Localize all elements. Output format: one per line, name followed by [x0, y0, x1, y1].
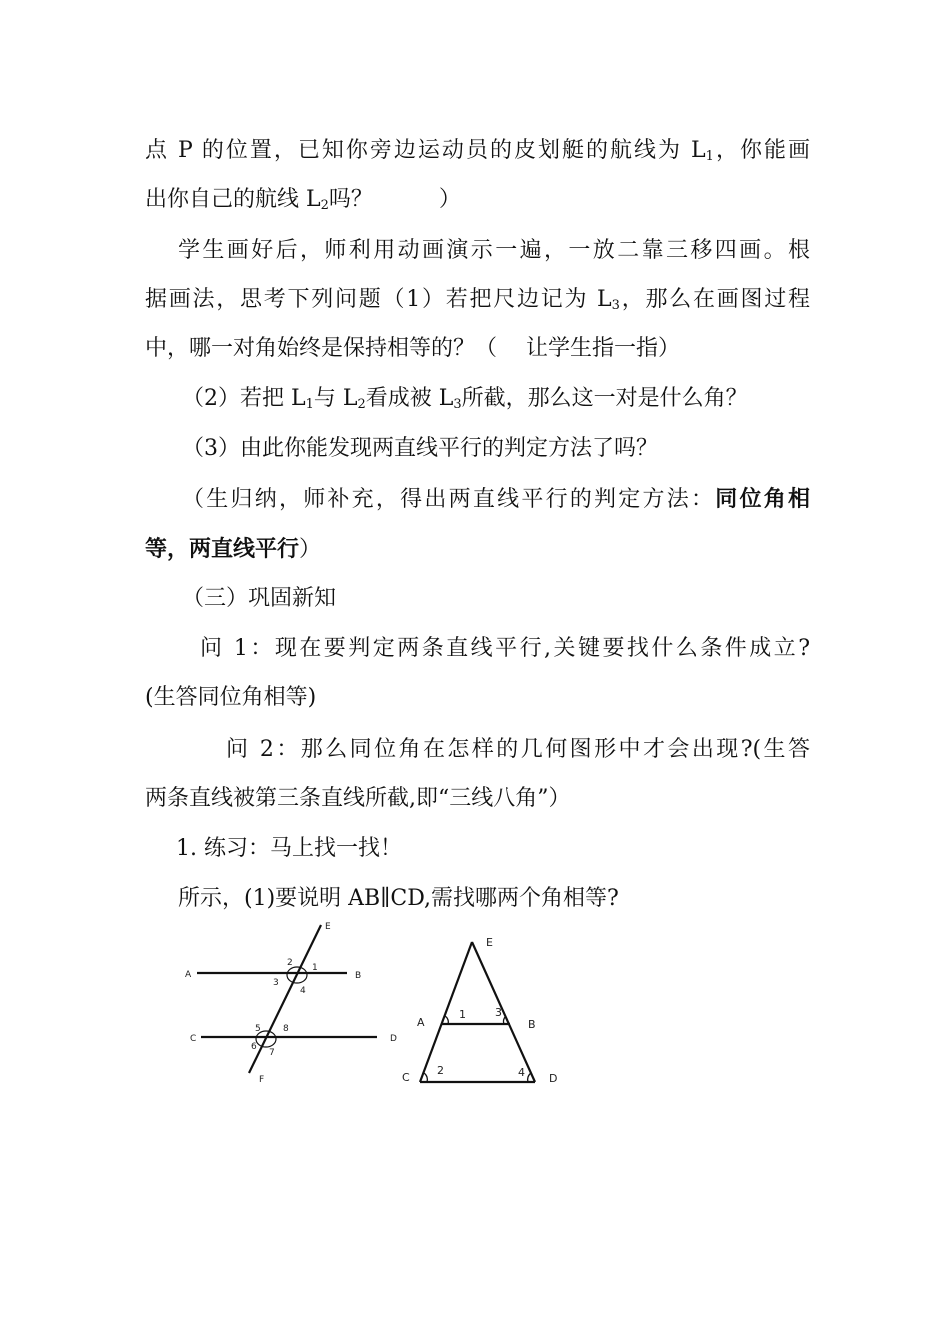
question-line: 问 2：那么同位角在怎样的几何图形中才会出现?(生答 [226, 737, 810, 762]
label-e: E [325, 922, 331, 932]
label-f: F [259, 1075, 265, 1085]
angle-label: 6 [251, 1042, 257, 1052]
summary-line: （生归纳，师补充，得出两直线平行的判定方法：同位角相 [182, 486, 810, 512]
angle-label: 2 [437, 1064, 444, 1077]
label-b: B [355, 971, 362, 981]
label-d: D [390, 1034, 397, 1044]
label-d: D [549, 1072, 558, 1085]
label-e: E [486, 936, 493, 949]
label-c: C [402, 1071, 410, 1084]
exercise-title: 1. 练习：马上找一找！ [176, 836, 402, 861]
question-line: 问 1：现在要判定两条直线平行,关键要找什么条件成立? [200, 636, 810, 661]
transversal-ef [249, 925, 321, 1073]
angle-label: 5 [255, 1024, 261, 1034]
angle-label: 1 [459, 1008, 466, 1021]
angle-label: 2 [287, 958, 293, 968]
trapezoid-figure [395, 930, 570, 1090]
exercise-question: 所示，(1)要说明 AB∥CD,需找哪两个角相等? [178, 886, 619, 911]
side-ed [472, 942, 535, 1082]
section-title: （三）巩固新知 [182, 586, 337, 611]
angle-label: 3 [495, 1006, 502, 1019]
parallel-lines-figure [175, 915, 415, 1090]
angle-label: 8 [283, 1024, 289, 1034]
angle-label: 3 [273, 978, 279, 988]
angle-label: 4 [518, 1066, 525, 1079]
angle-1-arc [445, 1016, 448, 1024]
angle-label: 7 [269, 1048, 275, 1058]
summary-line: 等，两直线平行） [145, 536, 322, 562]
question-3: （3）由此你能发现两直线平行的判定方法了吗？ [182, 436, 658, 461]
paragraph-line: 点 P 的位置，已知你旁边运动员的皮划艇的航线为 $L_1$，你能画 [145, 138, 810, 164]
label-c: C [190, 1034, 197, 1044]
paragraph-line: 学生画好后，师利用动画演示一遍，一放二靠三移四画。根 [178, 238, 810, 263]
label-b: B [528, 1018, 536, 1031]
paragraph-line: 出你自己的航线 $L_2$吗？ ） [145, 187, 461, 213]
question-2: （2）若把 $L_1$与 $L_2$看成被 $L_3$所截，那么这一对是什么角？ [182, 386, 748, 412]
label-a: A [417, 1016, 425, 1029]
angle-label: 1 [312, 963, 318, 973]
question-line: 两条直线被第三条直线所截,即“三线八角”） [145, 786, 571, 811]
angle-3-arc [503, 1016, 506, 1024]
question-line: (生答同位角相等) [145, 685, 317, 710]
angle-2-arc [424, 1073, 427, 1082]
paragraph-line: 中，哪一对角始终是保持相等的？（ 让学生指一指） [145, 336, 680, 361]
angle-label: 4 [300, 986, 306, 996]
label-a: A [185, 970, 192, 980]
paragraph-line: 据画法，思考下列问题（1）若把尺边记为 $L_3$，那么在画图过程 [145, 287, 810, 313]
